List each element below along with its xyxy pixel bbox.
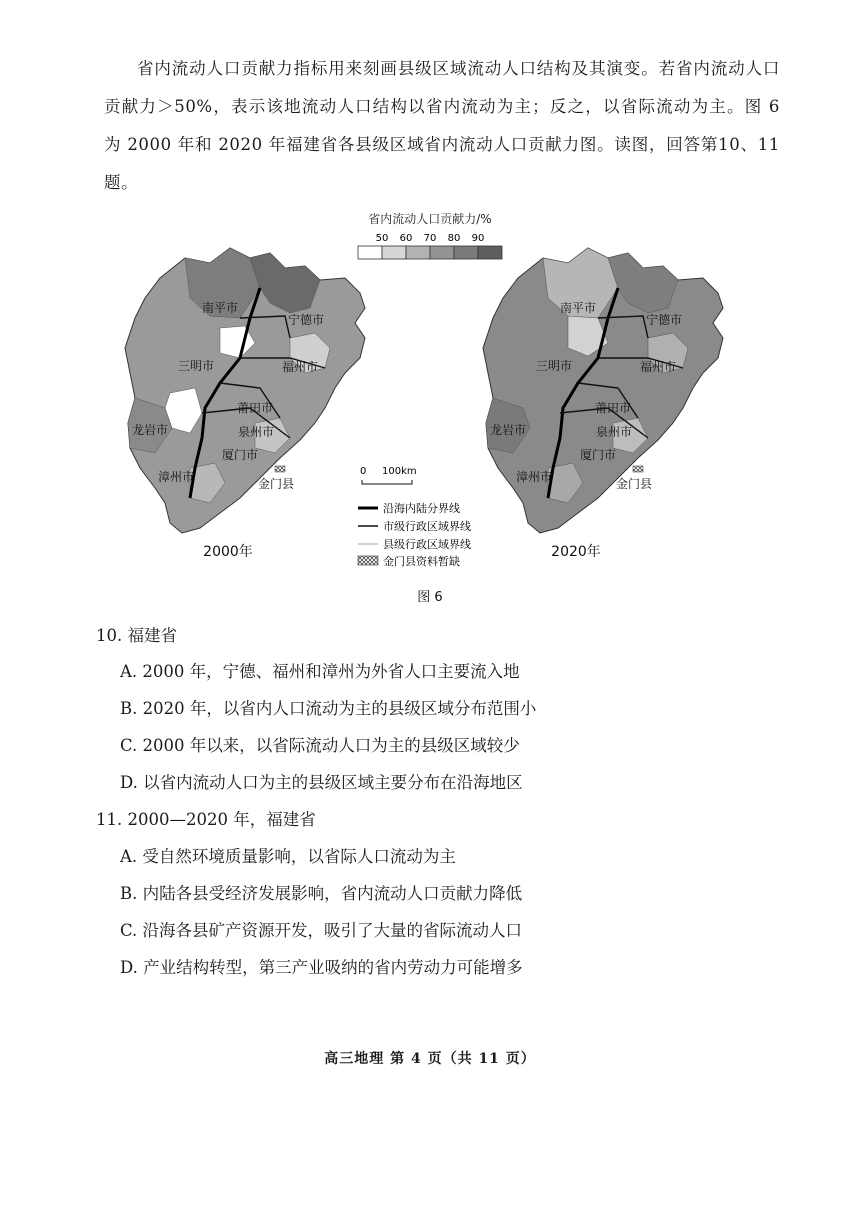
intro-text: 省内流动人口贡献力指标用来刻画县级区域流动人口结构及其演变。若省内流动人口贡献力＞50%，表示该地流动人口结构以省内流动为主；反之，以省际流动为主。图 6 为 2000 年和 2020 年福建省各县级区域省内流动人口贡献力图。读图，回答第10、11 题。 [104, 59, 780, 192]
legend-kinmen-data-missing: 金门县资料暂缺 [383, 555, 460, 568]
kinmen-hatch-2000 [275, 466, 285, 472]
legend-coastal-inland-boundary: 沿海内陆分界线 [383, 502, 460, 515]
legend-swatch-4 [430, 246, 454, 259]
q11-option-a: A. 受自然环境质量影响，以省际人口流动为主 [120, 847, 456, 866]
legend-tick-60: 60 [399, 233, 413, 244]
map-2020-label-putian: 莆田市 [595, 401, 632, 415]
legend-tick-50: 50 [375, 233, 389, 244]
legend-city-boundary: 市级行政区域界线 [383, 520, 471, 533]
map-2020-label-xiamen: 厦门市 [580, 448, 617, 462]
fujian-map-figure [132, 208, 730, 608]
intro-passage [104, 50, 780, 202]
q11-option-d: D. 产业结构转型，第三产业吸纳的省内劳动力可能增多 [120, 958, 523, 977]
map-2000-label-kinmen: 金门县 [258, 477, 295, 491]
map-2000-label-zhangzhou: 漳州市 [158, 470, 195, 484]
legend-county-boundary: 县级行政区域界线 [383, 538, 471, 551]
question-10-stem: 10. 福建省 [96, 626, 177, 645]
q10-option-d: D. 以省内流动人口为主的县级区域主要分布在沿海地区 [120, 773, 523, 792]
q11-option-b: B. 内陆各县受经济发展影响，省内流动人口贡献力降低 [120, 884, 523, 903]
legend-swatch-5 [454, 246, 478, 259]
map-2020-label-longyan: 龙岩市 [490, 423, 527, 437]
figure-caption: 图 6 [417, 590, 443, 605]
figure-6 [132, 208, 730, 608]
legend-swatch-3 [406, 246, 430, 259]
map-2000-label-ningde: 宁德市 [288, 313, 325, 327]
map-2020 [483, 248, 723, 560]
legend-tick-70: 70 [423, 233, 437, 244]
map-2020-label-zhangzhou: 漳州市 [516, 470, 553, 484]
map-2020-label-ningde: 宁德市 [646, 313, 683, 327]
scale-distance: 100km [382, 466, 417, 477]
map-2000-label-quanzhou: 泉州市 [238, 425, 275, 439]
map-2020-label-sanming: 三明市 [536, 359, 573, 373]
legend-swatch-6 [478, 246, 502, 259]
q10-option-c: C. 2000 年以来，以省际流动人口为主的县级区域较少 [120, 736, 520, 755]
q10-option-b: B. 2020 年，以省内人口流动为主的县级区域分布范围小 [120, 699, 537, 718]
map-2020-label-fuzhou: 福州市 [640, 360, 677, 374]
legend-title: 省内流动人口贡献力/% [368, 212, 492, 226]
map-line-legend [358, 501, 471, 568]
legend-swatch-2 [382, 246, 406, 259]
legend-tick-90: 90 [471, 233, 485, 244]
map-2020-label-quanzhou: 泉州市 [596, 425, 633, 439]
legend-tick-80: 80 [447, 233, 461, 244]
question-11-stem: 11. 2000—2020 年，福建省 [96, 810, 316, 829]
scale-bar [360, 466, 417, 484]
legend-color-bar [358, 246, 502, 259]
map-2000-label-xiamen: 厦门市 [222, 448, 259, 462]
q10-option-a: A. 2000 年，宁德、福州和漳州为外省人口主要流入地 [120, 662, 520, 681]
q11-option-c: C. 沿海各县矿产资源开发，吸引了大量的省际流动人口 [120, 921, 523, 940]
kinmen-hatch-2020 [633, 466, 643, 472]
map-2000-label-nanping: 南平市 [202, 301, 239, 315]
legend-swatch-1 [358, 246, 382, 259]
map-2000-label-longyan: 龙岩市 [132, 423, 169, 437]
map-2020-label-nanping: 南平市 [560, 301, 597, 315]
map-2000-year: 2000年 [203, 544, 253, 560]
scale-zero: 0 [360, 466, 367, 477]
map-2000-label-fuzhou: 福州市 [282, 360, 319, 374]
map-2020-year: 2020年 [551, 544, 601, 560]
map-2020-label-kinmen: 金门县 [616, 477, 653, 491]
map-2000 [125, 248, 365, 560]
page-footer: 高三地理 第 4 页（共 11 页） [324, 1051, 536, 1067]
map-2000-label-sanming: 三明市 [178, 359, 215, 373]
map-2000-label-putian: 莆田市 [237, 401, 274, 415]
